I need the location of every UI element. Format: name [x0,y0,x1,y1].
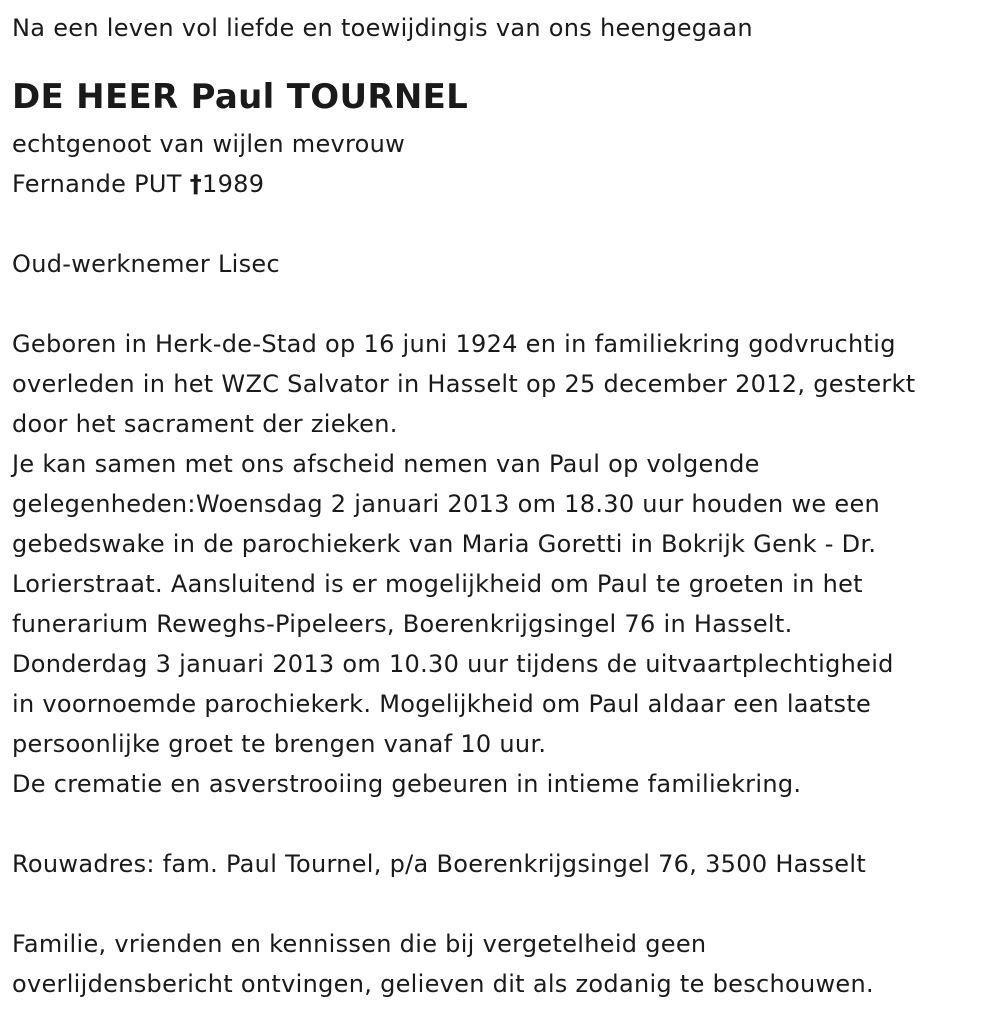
spouse-name: Fernande PUT [12,170,190,198]
body-line: Lorierstraat. Aansluitend is er mogelijkheid om Paul te groeten in het [12,570,863,598]
spouse-line-2 [12,164,988,204]
spacer [12,48,988,72]
spacer [12,804,988,844]
spacer [12,284,988,324]
body-line: persoonlijke groet te brengen vanaf 10 uur. [12,730,547,758]
deceased-name: DE HEER Paul TOURNEL [12,77,469,117]
body-line: funerarium Reweghs-Pipeleers, Boerenkrijgsingel 76 in Hasselt. [12,610,793,638]
body-line: in voornoemde parochiekerk. Mogelijkheid om Paul aldaar een laatste [12,690,872,718]
occupation-text: Oud-werknemer Lisec [12,250,280,278]
body-line: Geboren in Herk-de-Stad op 16 juni 1924 en in familiekring godvruchtig [12,330,896,358]
body-line: Donderdag 3 januari 2013 om 10.30 uur tijdens de uitvaartplechtigheid [12,650,894,678]
closing-line: overlijdensbericht ontvingen, gelieven dit als zodanig te beschouwen. [12,970,874,998]
body-paragraph [12,324,988,804]
cross-icon: † [189,170,203,198]
body-line: overleden in het WZC Salvator in Hasselt op 25 december 2012, gesterkt [12,370,916,398]
body-line: Je kan samen met ons afscheid nemen van Paul op volgende [12,450,760,478]
body-line: De crematie en asverstrooiing gebeuren in intieme familiekring. [12,770,802,798]
spouse-line-1: echtgenoot van wijlen mevrouw [12,130,406,158]
spouse-death-year: 1989 [202,170,265,198]
mourning-address: Rouwadres: fam. Paul Tournel, p/a Boerenkrijgsingel 76, 3500 Hasselt [12,850,867,878]
body-line: door het sacrament der zieken. [12,410,398,438]
closing-line: Familie, vrienden en kennissen die bij vergetelheid geen [12,930,707,958]
intro-text: Na een leven vol liefde en toewijdingis van ons heengegaan [12,14,753,42]
spacer [12,884,988,924]
closing-paragraph [12,924,988,1004]
body-line: gelegenheden:Woensdag 2 januari 2013 om 18.30 uur houden we een [12,490,881,518]
spacer [12,204,988,244]
body-line: gebedswake in de parochiekerk van Maria Goretti in Bokrijk Genk - Dr. [12,530,877,558]
